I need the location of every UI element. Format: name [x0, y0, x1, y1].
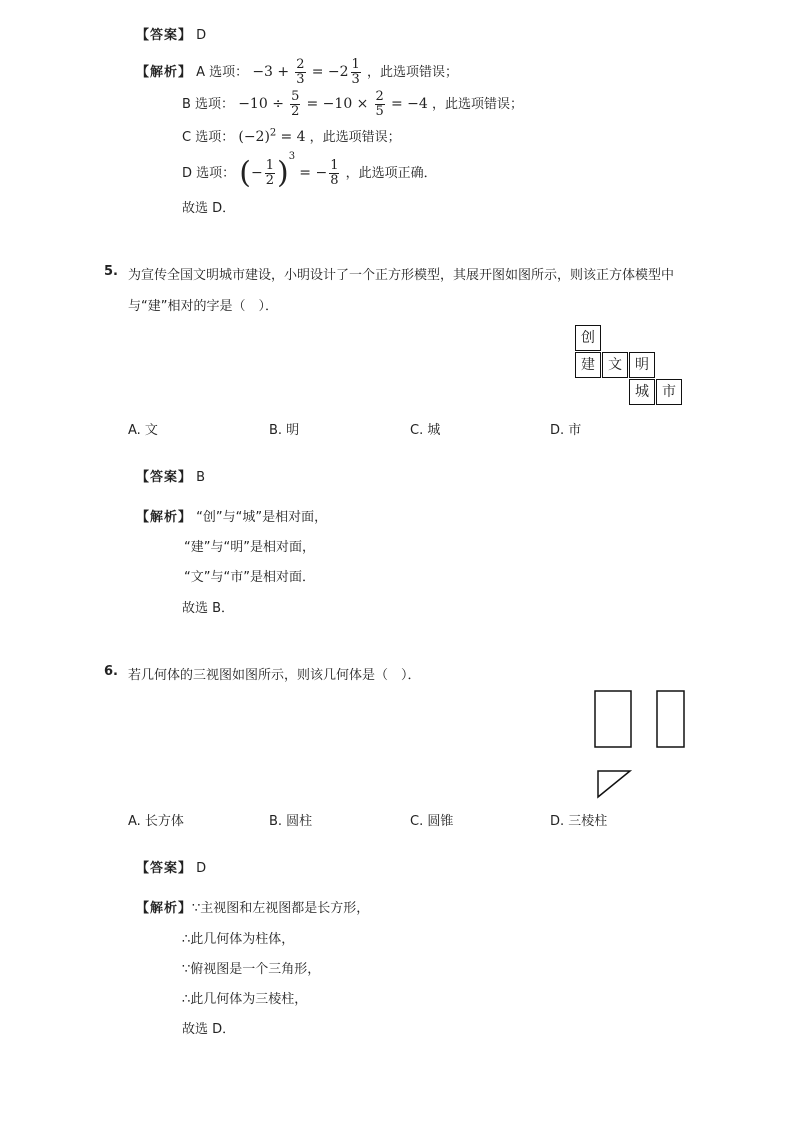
- option-d-prefix: D 选项：: [182, 166, 236, 181]
- q4-answer-line: [136, 24, 206, 43]
- side-view-rect: [657, 691, 684, 747]
- question-number: 5.: [104, 264, 118, 279]
- right-paren: ): [277, 155, 289, 191]
- option-b-suffix: ，此选项错误；: [431, 97, 523, 112]
- q6-analysis-line1: [136, 897, 369, 916]
- analysis-text: ∵主视图和左视图都是长方形，: [192, 901, 370, 916]
- net-cell-shi: 市: [656, 379, 682, 405]
- frac-num: 2: [375, 89, 384, 104]
- net-cell-chuang: 创: [575, 325, 601, 351]
- frac-num: 1: [265, 158, 275, 173]
- net-cell-jian: 建: [575, 352, 601, 378]
- q6-answer-line: [136, 857, 206, 876]
- frac-num: 5: [291, 89, 300, 104]
- net-cell-ming: 明: [629, 352, 655, 378]
- option-c-prefix: C 选项：: [182, 130, 235, 145]
- analysis-label: 【解析】: [136, 510, 193, 525]
- q4-analysis-b: [182, 90, 523, 119]
- q5-stem-line1: 为宣传全国文明城市建设，小明设计了一个正方形模型，其展开图如图所示，则该正方体模型中: [128, 268, 675, 283]
- frac-num: 2: [296, 57, 305, 72]
- math-expr: −: [251, 165, 263, 181]
- frac-den: 2: [291, 104, 300, 119]
- frac-num: 1: [330, 158, 339, 173]
- fraction: [290, 90, 300, 119]
- q4-analysis-c: [182, 126, 401, 145]
- q6-conclusion: 故选 D．: [182, 1022, 236, 1037]
- fraction: [265, 159, 275, 188]
- q4-conclusion: 故选 D．: [182, 201, 236, 216]
- fraction: [375, 90, 385, 119]
- math-expr: = 4: [280, 129, 306, 145]
- question-number: 6.: [104, 664, 118, 679]
- fraction: [329, 159, 339, 188]
- frac-den: 2: [265, 173, 275, 188]
- frac-den: 3: [351, 72, 360, 87]
- q5-option-b[interactable]: B. 明: [269, 423, 300, 438]
- q6-stem: 若几何体的三视图如图所示，则该几何体是（ ）．: [128, 668, 421, 683]
- q6-option-b[interactable]: B. 圆柱: [269, 814, 313, 829]
- math-expr: −10 ÷: [238, 96, 284, 112]
- option-d-suffix: ，此选项正确．: [345, 166, 437, 181]
- q5-conclusion: 故选 B．: [182, 601, 235, 616]
- analysis-text: “创”与“城”是相对面，: [196, 510, 328, 525]
- answer-label: 【答案】: [136, 861, 193, 876]
- math-expr: −3 +: [252, 64, 290, 80]
- front-view-rect: [595, 691, 631, 747]
- fraction: [295, 58, 305, 87]
- answer-value: D: [196, 861, 207, 876]
- top-view-triangle: [598, 771, 630, 797]
- q4-analysis-a: [136, 58, 458, 87]
- option-b-prefix: B 选项：: [182, 97, 235, 112]
- exponent: 2: [269, 127, 277, 139]
- q4-analysis-d: [182, 151, 437, 189]
- answer-value: D: [196, 28, 207, 43]
- answer-label: 【答案】: [136, 470, 193, 485]
- answer-value: B: [196, 470, 206, 485]
- answer-label: 【答案】: [136, 28, 193, 43]
- option-a-suffix: ，此选项错误；: [366, 65, 458, 80]
- frac-den: 5: [375, 104, 384, 119]
- net-cell-wen: 文: [602, 352, 628, 378]
- q6-analysis-line4: ∴此几何体为三棱柱，: [182, 992, 308, 1007]
- option-a-prefix: A 选项：: [196, 65, 249, 80]
- net-cell-cheng: 城: [629, 379, 655, 405]
- q6-analysis-line3: ∵俯视图是一个三角形，: [182, 962, 321, 977]
- option-c-suffix: ，此选项错误；: [309, 130, 401, 145]
- math-expr: = −2: [311, 64, 349, 80]
- q5-option-a[interactable]: A. 文: [128, 423, 158, 438]
- analysis-label: 【解析】: [136, 65, 193, 80]
- exponent: 3: [288, 151, 296, 162]
- q6-option-d[interactable]: D. 三棱柱: [550, 814, 608, 829]
- q6-analysis-line2: ∴此几何体为柱体，: [182, 932, 295, 947]
- frac-den: 8: [330, 173, 339, 188]
- math-expr: (−2): [238, 129, 270, 145]
- math-expr: = −: [299, 165, 328, 181]
- q6-option-a[interactable]: A. 长方体: [128, 814, 184, 829]
- left-paren: (: [239, 155, 252, 191]
- q5-analysis-line3: “文”与“市”是相对面．: [184, 570, 315, 585]
- fraction: [351, 58, 361, 87]
- q5-answer-line: [136, 466, 205, 485]
- frac-den: 3: [296, 72, 305, 87]
- frac-num: 1: [351, 57, 360, 72]
- q5-analysis-line2: “建”与“明”是相对面，: [184, 540, 315, 555]
- analysis-label: 【解析】: [136, 901, 193, 916]
- math-expr: = −4: [390, 96, 428, 112]
- q5-option-d[interactable]: D. 市: [550, 423, 582, 438]
- math-expr: = −10 ×: [306, 96, 369, 112]
- cube-net-figure: [575, 325, 685, 407]
- q5-analysis-line1: [136, 506, 327, 525]
- q5-option-c[interactable]: C. 城: [410, 423, 441, 438]
- q6-option-c[interactable]: C. 圆锥: [410, 814, 454, 829]
- q5-stem-line2: 与“建”相对的字是（ ）．: [128, 299, 278, 314]
- three-view-figure: [590, 685, 692, 803]
